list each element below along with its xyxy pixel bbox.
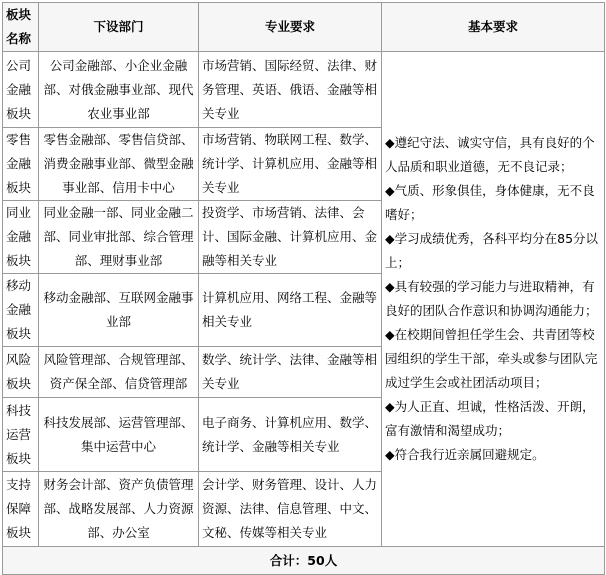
major-requirements: 计算机应用、网络工程、金融等相关专业	[199, 274, 382, 347]
department-list: 财务会计部、资产负债管理部、战略发展部、人力资源部、办公室	[39, 472, 199, 547]
header-row	[3, 3, 605, 52]
department-list: 公司金融部、小企业金融部、对俄金融事业部、现代农业事业部	[39, 52, 199, 128]
header-sector: 板块名称	[3, 3, 39, 52]
recruitment-table	[2, 2, 605, 575]
major-requirements: 市场营销、国际经贸、法律、财务管理、英语、俄语、金融等相关专业	[199, 52, 382, 128]
major-requirements: 会计学、财务管理、设计、人力资源、法律、信息管理、中文、文秘、传媒等相关专业	[199, 472, 382, 547]
sector-name: 移动金融板块	[3, 274, 39, 347]
requirement-item: ◆具有较强的学习能力与进取精神，有良好的团队合作意识和协调沟通能力；	[385, 279, 598, 318]
department-list: 同业金融一部、同业金融二部、同业审批部、综合管理部、理财事业部	[39, 201, 199, 274]
requirement-item: ◆在校期间曾担任学生会、共青团等校园组织的学生干部，牵头或参与团队完成过学生会或社团活动项目；	[385, 327, 598, 390]
requirement-item: ◆遵纪守法、诚实守信，具有良好的个人品质和职业道德，无不良记录；	[385, 135, 595, 174]
requirement-item: ◆符合我行近亲属回避规定。	[385, 447, 545, 462]
header-major: 专业要求	[199, 3, 382, 52]
department-list: 移动金融部、互联网金融事业部	[39, 274, 199, 347]
header-basic: 基本要求	[382, 3, 605, 52]
total-count: 合计：50人	[3, 547, 605, 575]
requirement-item: ◆为人正直、坦诚，性格活泼、开朗，富有激情和渴望成功；	[385, 399, 595, 438]
table-row	[3, 52, 605, 128]
requirement-item: ◆学习成绩优秀，各科平均分在85分以上；	[385, 231, 599, 270]
department-list: 科技发展部、运营管理部、集中运营中心	[39, 398, 199, 472]
sector-name: 科技运营板块	[3, 398, 39, 472]
major-requirements: 数学、统计学、法律、金融等相关专业	[199, 347, 382, 398]
header-department: 下设部门	[39, 3, 199, 52]
major-requirements: 投资学、市场营销、法律、会计、国际金融、计算机应用、金融等相关专业	[199, 201, 382, 274]
sector-name: 公司金融板块	[3, 52, 39, 128]
basic-requirements	[382, 52, 605, 547]
sector-name: 支持保障板块	[3, 472, 39, 547]
sector-name: 零售金融板块	[3, 128, 39, 201]
major-requirements: 电子商务、计算机应用、数学、统计学、金融等相关专业	[199, 398, 382, 472]
total-row	[3, 547, 605, 575]
sector-name: 同业金融板块	[3, 201, 39, 274]
requirement-item: ◆气质、形象俱佳，身体健康，无不良嗜好；	[385, 183, 595, 222]
sector-name: 风险板块	[3, 347, 39, 398]
department-list: 零售金融部、零售信贷部、消费金融事业部、微型金融事业部、信用卡中心	[39, 128, 199, 201]
major-requirements: 市场营销、物联网工程、数学、统计学、计算机应用、金融等相关专业	[199, 128, 382, 201]
department-list: 风险管理部、合规管理部、资产保全部、信贷管理部	[39, 347, 199, 398]
